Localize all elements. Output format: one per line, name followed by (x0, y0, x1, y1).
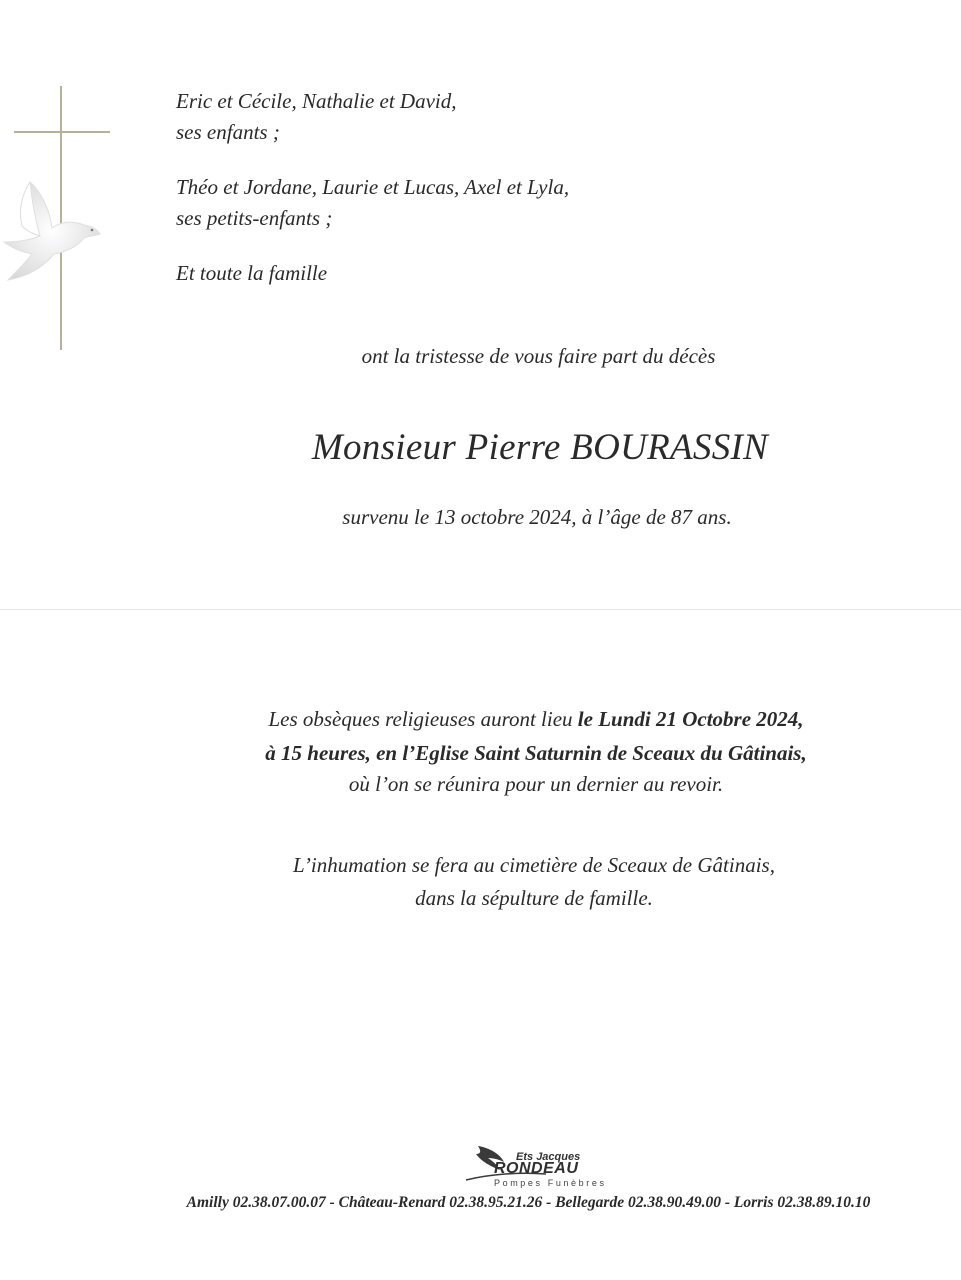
burial-line-1: L’inhumation se fera au cimetière de Sceaux de Gâtinais, (293, 853, 775, 877)
funeral-line-1-prefix: Les obsèques religieuses auront lieu (268, 707, 578, 731)
logo-company: RONDEAU (494, 1160, 579, 1177)
logo-tagline: Pompes Funèbres (494, 1178, 607, 1188)
funeral-line-3: où l’on se réunira pour un dernier au revoir. (348, 772, 724, 796)
children-label: ses enfants ; (176, 120, 280, 144)
logo-first-name: Jacques (536, 1151, 581, 1163)
family-line: Et toute la famille (176, 261, 328, 285)
announcement-intro: ont la tristesse de vous faire part du décès (361, 344, 716, 368)
funeral-line-1 (0, 704, 961, 734)
dove-icon (0, 170, 120, 290)
children-names: Eric et Cécile, Nathalie et David, (176, 89, 457, 113)
footer-contacts: Amilly 02.38.07.00.07 - Château-Renard 02.38.95.21.26 - Bellegarde 02.38.90.49.00 - Lorris 02.38.89.10.10 (186, 1194, 871, 1211)
cross-bar (14, 131, 110, 133)
deceased-name: Monsieur Pierre BOURASSIN (311, 427, 769, 468)
logo-prefix: Ets (516, 1151, 534, 1163)
grandchildren-names: Théo et Jordane, Laurie et Lucas, Axel et Lyla, (176, 175, 570, 199)
funeral-date: le Lundi 21 Octobre 2024, (577, 707, 804, 731)
grandchildren-label: ses petits-enfants ; (176, 206, 333, 230)
rondeau-logo-icon (460, 1140, 607, 1196)
funeral-time-place: à 15 heures, en l’Eglise Saint Saturnin de Sceaux du Gâtinais, (265, 741, 807, 765)
funeral-line-2 (0, 738, 961, 768)
death-date-line: survenu le 13 octobre 2024, à l’âge de 87 ans. (342, 505, 732, 529)
burial-line-2: dans la sépulture de famille. (415, 886, 653, 910)
fold-line (0, 609, 961, 610)
